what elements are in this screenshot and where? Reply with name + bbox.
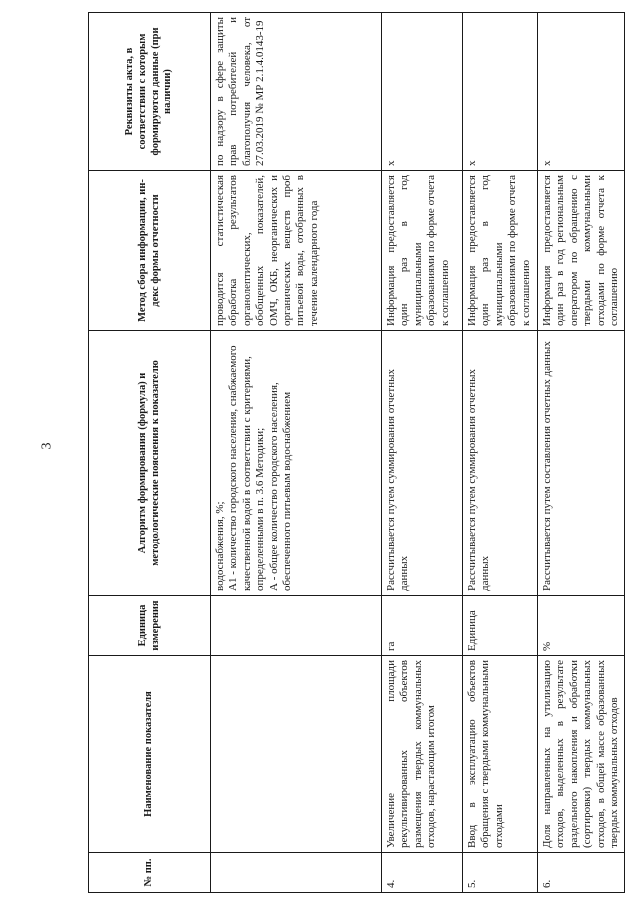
table-row (538, 13, 625, 893)
header-method: Метод сбора информации, ин-декс формы отчетности (89, 171, 211, 331)
cell-method: Информация предоставляется один раз в год региональным оператором по обращению с твердыми коммунальными отходами по форме отчета к соглашению (538, 171, 625, 331)
cell-algorithm: Рассчитывается путем суммирования отчетных данных (382, 331, 463, 596)
cell-name: Увеличение площади рекультивированных объектов размещения твердых коммунальных отходов, нарастающим итогом (382, 656, 463, 853)
cell-requisites: х (382, 13, 463, 171)
cell-requisites: х (538, 13, 625, 171)
cell-requisites: х (463, 13, 538, 171)
table-row (463, 13, 538, 893)
table-header-row (89, 13, 211, 893)
cell-method: Информация предоставляется один раз в год муниципальными образованиями по форме отчета к соглашению (463, 171, 538, 331)
cell-name: Ввод в эксплуатацию объектов обращения с твердыми коммунальными отходами (463, 656, 538, 853)
header-name: Наименование показателя (89, 656, 211, 853)
table-row-continuation (211, 13, 382, 893)
header-num: № пп. (89, 853, 211, 893)
cell-unit: га (382, 596, 463, 656)
header-requisites: Реквизиты акта, в соответствии с которым формируются данные (при наличии) (89, 13, 211, 171)
cell-method: проводится статистическая обработка результатов органолептических, обобщенных показателей, ОМЧ, ОКБ, неорганических и органических веществ проб питьевой воды, отобранных в течение календарного года (211, 171, 382, 331)
cell-unit: % (538, 596, 625, 656)
cell-algorithm: Рассчитывается путем составления отчетных данных (538, 331, 625, 596)
cell-num: 5. (463, 853, 538, 893)
cell-name (211, 656, 382, 853)
header-unit: Единица измерения (89, 596, 211, 656)
cell-unit: Единица (463, 596, 538, 656)
cell-algorithm: водоснабжения, %; А1 - количество городского населения, снабжаемого качественной водой в соответствии с критериями, определенными в п. 3.6 Методики; А - общее количество городского населения, обеспеченного питьевым водоснабжением (211, 331, 382, 596)
page-number: 3 (39, 442, 55, 450)
table-row (382, 13, 463, 893)
header-algorithm: Алгоритм формирования (формула) и методологические пояснения к показателю (89, 331, 211, 596)
cell-num (211, 853, 382, 893)
cell-unit (211, 596, 382, 656)
cell-requisites: по надзору в сфере защиты прав потребителей и благополучия человека, от 27.03.2019 № МР 2.1.4.0143-19 (211, 13, 382, 171)
cell-method: Информация предоставляется один раз в год муниципальными образованиями по форме отчета к соглашению (382, 171, 463, 331)
cell-num: 4. (382, 853, 463, 893)
indicators-table (88, 12, 625, 893)
cell-algorithm: Рассчитывается путем суммирования отчетных данных (463, 331, 538, 596)
cell-num: 6. (538, 853, 625, 893)
rotated-table-wrapper (88, 13, 624, 893)
cell-name: Доля направленных на утилизацию отходов, выделенных в результате раздельного накопления и обработки (сортировки) твердых коммунальных отходов, в общей массе образованных твердых коммунальных отходов (538, 656, 625, 853)
